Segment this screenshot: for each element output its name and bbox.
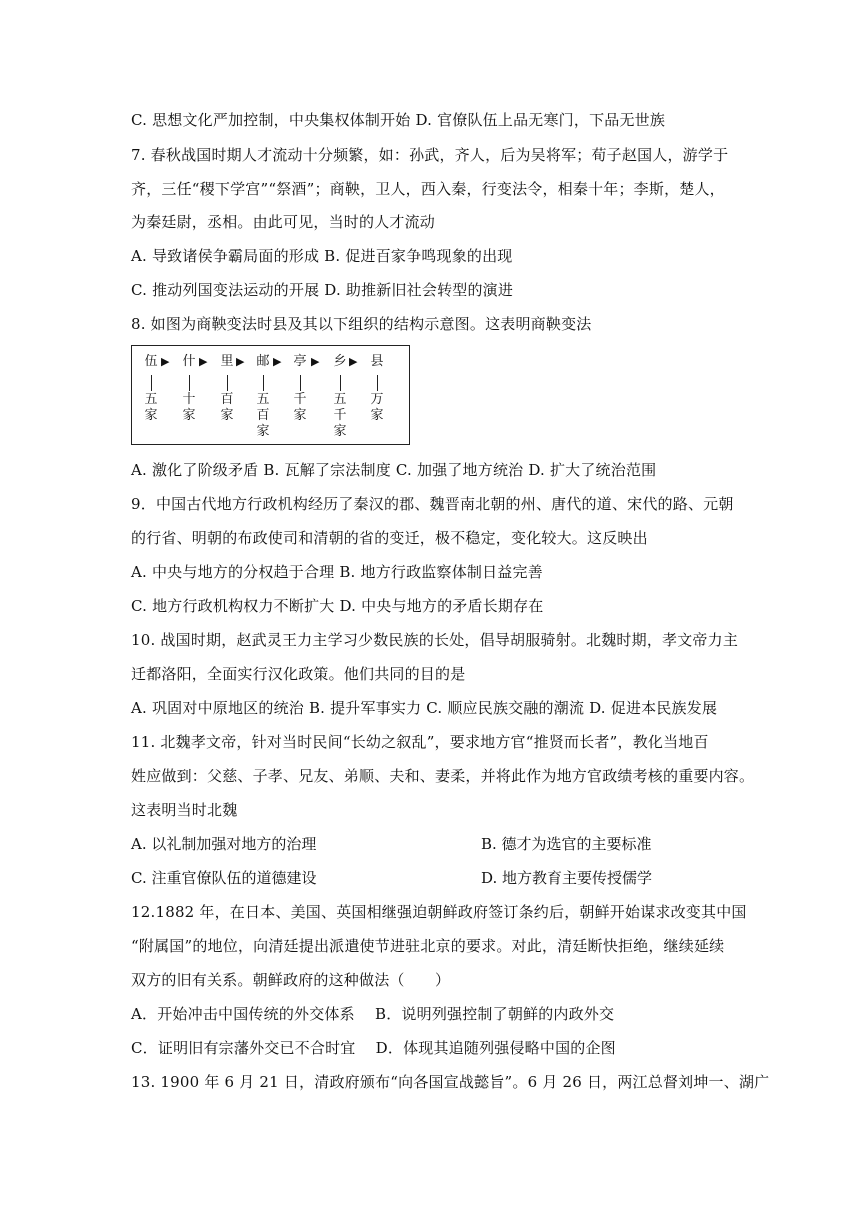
diagram-sub-label: 五家 (144, 392, 158, 423)
q12-options-cd: C．证明旧有宗藩外交已不合时宜 D．体现其追随列强侵略中国的企图 (131, 1039, 616, 1057)
q9-stem-line2: 的行省、明朝的布政使司和清朝的省的变迁，极不稳定，变化较大。这反映出 (131, 529, 648, 547)
shang-yang-structure-diagram (131, 345, 410, 445)
diagram-sub-label: 五千家 (333, 392, 347, 439)
diagram-node-li: 里 (220, 354, 234, 369)
q9-options-cd: C. 地方行政机构权力不断扩大 D. 中央与地方的矛盾长期存在 (131, 597, 544, 615)
q12-stem-line1: 12.1882 年，在日本、美国、英国相继强迫朝鲜政府签订条约后，朝鲜开始谋求改变其中国 (131, 903, 747, 921)
diagram-node-xiang: 乡 (333, 354, 347, 369)
diagram-sub-label: 百家 (220, 392, 234, 423)
q7-stem-line2: 齐，三任“稷下学宫”“祭酒”；商鞅，卫人，西入秦，行变法令，相秦十年；李斯，楚人， (131, 180, 725, 198)
q8-stem: 8. 如图为商鞅变法时县及其以下组织的结构示意图。这表明商鞅变法 (131, 315, 592, 333)
arrow-right-icon: ▶ (199, 355, 208, 368)
q12-stem-line2: “附属国”的地位，向清廷提出派遣使节进驻北京的要求。对此，清廷断快拒绝，继续延续 (131, 937, 725, 955)
q10-stem-line2: 迁都洛阳，全面实行汉化政策。他们共同的目的是 (131, 665, 466, 683)
diagram-stem (263, 375, 264, 391)
diagram-stem (227, 375, 228, 391)
diagram-sub-label: 十家 (182, 392, 196, 423)
q7-stem-line1: 7. 春秋战国时期人才流动十分频繁，如：孙武，齐人，后为吴将军；荀子赵国人，游学于 (131, 146, 729, 164)
q10-options: A. 巩固对中原地区的统治 B. 提升军事实力 C. 顺应民族交融的潮流 D. 促进本民族发展 (131, 699, 718, 717)
diagram-node-you: 邮 (256, 354, 270, 369)
q11-option-c: C. 注重官僚队伍的道德建设 (131, 869, 317, 887)
arrow-right-icon: ▶ (161, 355, 170, 368)
q12-options-ab: A．开始冲击中国传统的外交体系 B．说明列强控制了朝鲜的内政外交 (131, 1005, 615, 1023)
diagram-stem (300, 375, 301, 391)
q12-stem-line3: 双方的旧有关系。朝鲜政府的这种做法（ ） (131, 971, 451, 989)
diagram-stem (189, 375, 190, 391)
q9-stem-line1: 9．中国古代地方行政机构经历了秦汉的郡、魏晋南北朝的州、唐代的道、宋代的路、元朝 (131, 495, 734, 513)
q9-options-ab: A. 中央与地方的分权趋于合理 B. 地方行政监察体制日益完善 (131, 563, 543, 581)
q7-stem-line3: 为秦廷尉，丞相。由此可见，当时的人才流动 (131, 213, 436, 231)
diagram-sub-label: 五百家 (256, 392, 270, 439)
diagram-stem (377, 375, 378, 391)
q11-stem-line2: 姓应做到：父慈、子孝、兄友、弟顺、夫和、妻柔，并将此作为地方官政绩考核的重要内容。 (131, 767, 755, 785)
diagram-node-ting: 亭 (293, 354, 307, 369)
q7-options-cd: C. 推动列国变法运动的开展 D. 助推新旧社会转型的演进 (131, 281, 514, 299)
diagram-stem (340, 375, 341, 391)
arrow-right-icon: ▶ (236, 355, 245, 368)
q11-stem-line1: 11. 北魏孝文帝，针对当时民间“长幼之叙乱”，要求地方官“推贤而长者”，教化当地百 (131, 733, 709, 751)
diagram-node-wu: 伍 (144, 354, 158, 369)
q13-stem-line1: 13. 1900 年 6 月 21 日，清政府颁布“向各国宣战懿旨”。6 月 26 日，两江总督刘坤一、湖广 (131, 1073, 770, 1091)
diagram-node-xian: 县 (370, 354, 384, 369)
q10-stem-line1: 10. 战国时期，赵武灵王力主学习少数民族的长处，倡导胡服骑射。北魏时期，孝文帝力主 (131, 631, 739, 649)
arrow-right-icon: ▶ (273, 355, 282, 368)
q11-stem-line3: 这表明当时北魏 (131, 801, 238, 819)
q11-option-d: D. 地方教育主要传授儒学 (481, 869, 653, 887)
arrow-right-icon: ▶ (349, 355, 358, 368)
diagram-sub-label: 千家 (293, 392, 307, 423)
q8-options: A. 激化了阶级矛盾 B. 瓦解了宗法制度 C. 加强了地方统治 D. 扩大了统治范围 (131, 461, 657, 479)
q7-options-ab: A. 导致诸侯争霸局面的形成 B. 促进百家争鸣现象的出现 (131, 247, 513, 265)
diagram-sub-label: 万家 (370, 392, 384, 423)
arrow-right-icon: ▶ (311, 355, 320, 368)
diagram-stem (151, 375, 152, 391)
diagram-node-shi: 什 (182, 354, 196, 369)
q11-option-b: B. 德才为选官的主要标准 (481, 835, 652, 853)
q6-options-cd: C. 思想文化严加控制，中央集权体制开始 D. 官僚队伍上品无寒门，下品无世族 (131, 111, 666, 129)
q11-option-a: A. 以礼制加强对地方的治理 (131, 835, 317, 853)
